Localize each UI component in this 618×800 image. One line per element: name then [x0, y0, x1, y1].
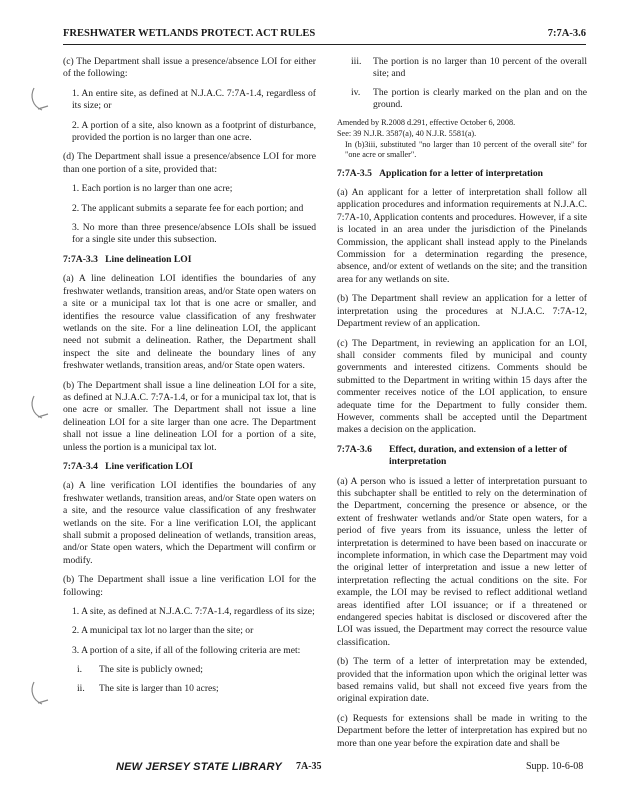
section-number: 7:7A-3.5: [337, 167, 372, 179]
item-text: The site is publicly owned;: [99, 664, 203, 676]
page-number: 7A-35: [296, 761, 322, 772]
punch-hole-mark: [30, 392, 52, 422]
section-heading: [63, 461, 316, 473]
item-text: The site is larger than 10 acres;: [99, 682, 219, 694]
item-numeral: ii.: [77, 682, 85, 694]
punch-hole-mark: [30, 84, 52, 114]
paragraph: (c) Requests for extensions shall be made in writing to the Department before the letter of interpretation has expired but no more than one year before the expiration date and shall be: [337, 712, 587, 749]
paragraph: (a) A line delineation LOI identifies the boundaries of any freshwater wetlands, transition areas, and/or State open waters on a site or a municipal tax lot that is one acre or smaller, and identifies the resource value classification of any freshwater wetlands on the site. For a line delineation LOI, the applicant need not submit a delineation. Rather, the Department shall inspect the site and delineate the boundary lines of any freshwater wetlands, transition areas, and/or State open waters.: [63, 273, 316, 372]
paragraph: (b) The Department shall issue a line verification LOI for the following:: [63, 574, 316, 598]
header-title: FRESHWATER WETLANDS PROTECT. ACT RULES: [63, 28, 316, 39]
paragraph: (b) The Department shall review an application for a letter of interpretation using the procedures at N.J.A.C. 7:7A-12, Department review of an application.: [337, 293, 587, 330]
left-column: [63, 56, 316, 701]
list-item: [351, 87, 587, 112]
running-header: [63, 28, 586, 42]
paragraph: (c) The Department, in reviewing an application for an LOI, shall consider comments filed by municipal and county governments and interested citizens. Comments should be submitted to the Department in writing within 15 days after the commenter receives notice of the LOI application, to ensure adequate time for the Department to fully consider them. However, comments shall be accepted until the Department makes a decision on the application.: [337, 337, 587, 436]
list-item: 1. A site, as defined at N.J.A.C. 7:7A-1.4, regardless of its size;: [72, 606, 315, 618]
list-item: 3. No more than three presence/absence LOIs shall be issued for a single site under this subsection.: [72, 222, 316, 246]
supplement-date: Supp. 10-6-08: [526, 761, 584, 772]
list-item: 1. An entire site, as defined at N.J.A.C. 7:7A-1.4, regardless of its size; or: [72, 87, 316, 112]
list-item: [351, 56, 587, 81]
paragraph: (c) The Department shall issue a presence/absence LOI for either of the following:: [63, 56, 316, 80]
section-number: 7:7A-3.3: [63, 253, 98, 265]
section-title: Application for a letter of interpretation: [379, 167, 543, 179]
item-numeral: iv.: [351, 86, 361, 98]
paragraph: (a) A line verification LOI identifies the boundaries of any freshwater wetlands, transition areas, and/or State open waters on a site, and the resource value classification of any freshwater wetlands on the site. For a line verification LOI, the applicant shall submit a proposed delineation of wetlands, transition areas, and/or State open waters, which the Department will confirm or modify.: [63, 480, 316, 566]
section-heading: [337, 168, 587, 180]
section-number: 7:7A-3.6: [337, 443, 372, 455]
list-item: [77, 664, 316, 676]
list-item: 3. A portion of a site, if all of the following criteria are met:: [72, 644, 301, 656]
section-title: Line delineation LOI: [105, 253, 192, 265]
paragraph: (d) The Department shall issue a presence/absence LOI for more than one portion of a site, provided that:: [63, 151, 316, 175]
list-item: 1. Each portion is no larger than one acre;: [72, 183, 233, 195]
library-stamp: NEW JERSEY STATE LIBRARY: [116, 761, 282, 773]
right-column: [337, 56, 587, 757]
item-numeral: i.: [77, 664, 83, 676]
list-item: 2. A portion of a site, also known as a footprint of disturbance, provided the portion is no larger than one acre.: [72, 119, 316, 144]
amendment-note: See: 39 N.J.R. 3587(a), 40 N.J.R. 5581(a).: [337, 128, 477, 138]
list-item: [77, 683, 316, 695]
section-heading: [63, 254, 316, 266]
paragraph: (a) An applicant for a letter of interpretation shall follow all application procedures and information requirements at N.J.A.C. 7:7A-10, Application contents and procedures. However, if a site is located in an area under the jurisdiction of the Pinelands Commission, the applicant shall instead apply to the Pinelands Commission for a determination regarding the presence, absence, and/or extent of wetlands on the site; and the transition area for any wetlands on site.: [337, 187, 587, 285]
section-title: Line verification LOI: [105, 460, 194, 472]
item-numeral: iii.: [351, 56, 362, 67]
section-title: Effect, duration, and extension of a letter of interpretation: [389, 443, 568, 468]
section-heading: [337, 444, 587, 469]
item-text: The portion is no larger than 10 percent of the overall site; and: [373, 56, 587, 80]
header-section-number: 7:7A-3.6: [547, 28, 586, 39]
paragraph: (a) A person who is issued a letter of interpretation pursuant to this subchapter shall be entitled to rely on the determination of the Department, concerning the presence or absence, or the extent of freshwater wetlands and/or State open waters, for a period of five years from its issuance, unless the letter of interpretation is determined to have been based on inaccurate or incomplete information, in which case the Department may void the original letter of interpretation and issue a new letter of interpretation reflecting the actual conditions on the site. For example, the LOI may be revised to reflect additional wetland areas identified after LOI issuance; or if a threatened or endangered species habitat is disclosed or discovered after the LOI was issued, the Department may correct the resource value classification.: [337, 475, 587, 648]
punch-hole-mark: [30, 678, 52, 708]
section-number: 7:7A-3.4: [63, 460, 98, 472]
paragraph: (b) The term of a letter of interpretation may be extended, provided that the information upon which the original letter was based remains valid, but shall not exceed five years from the original expiration date.: [337, 656, 587, 705]
page-footer: [0, 761, 618, 775]
list-item: 2. A municipal tax lot no larger than the site; or: [72, 625, 254, 637]
header-rule: [63, 44, 586, 45]
paragraph: (b) The Department shall issue a line delineation LOI for a site, as defined at N.J.A.C. 7:7A-1.4, or for a municipal tax lot, that is one acre or smaller. The Department shall not issue a line delineation LOI for a site larger than one acre. The Department shall not issue a line delineation LOI for a portion of a site, unless the portion is a municipal tax lot.: [63, 379, 316, 453]
amendment-note: Amended by R.2008 d.291, effective October 6, 2008.: [337, 117, 516, 127]
list-item: 2. The applicant submits a separate fee for each portion; and: [72, 202, 304, 214]
item-text: The portion is clearly marked on the plan and on the ground.: [373, 86, 587, 111]
amendment-note: In (b)3iii, substituted "no larger than 10 percent of the overall site" for "one acre or smaller".: [345, 139, 587, 159]
